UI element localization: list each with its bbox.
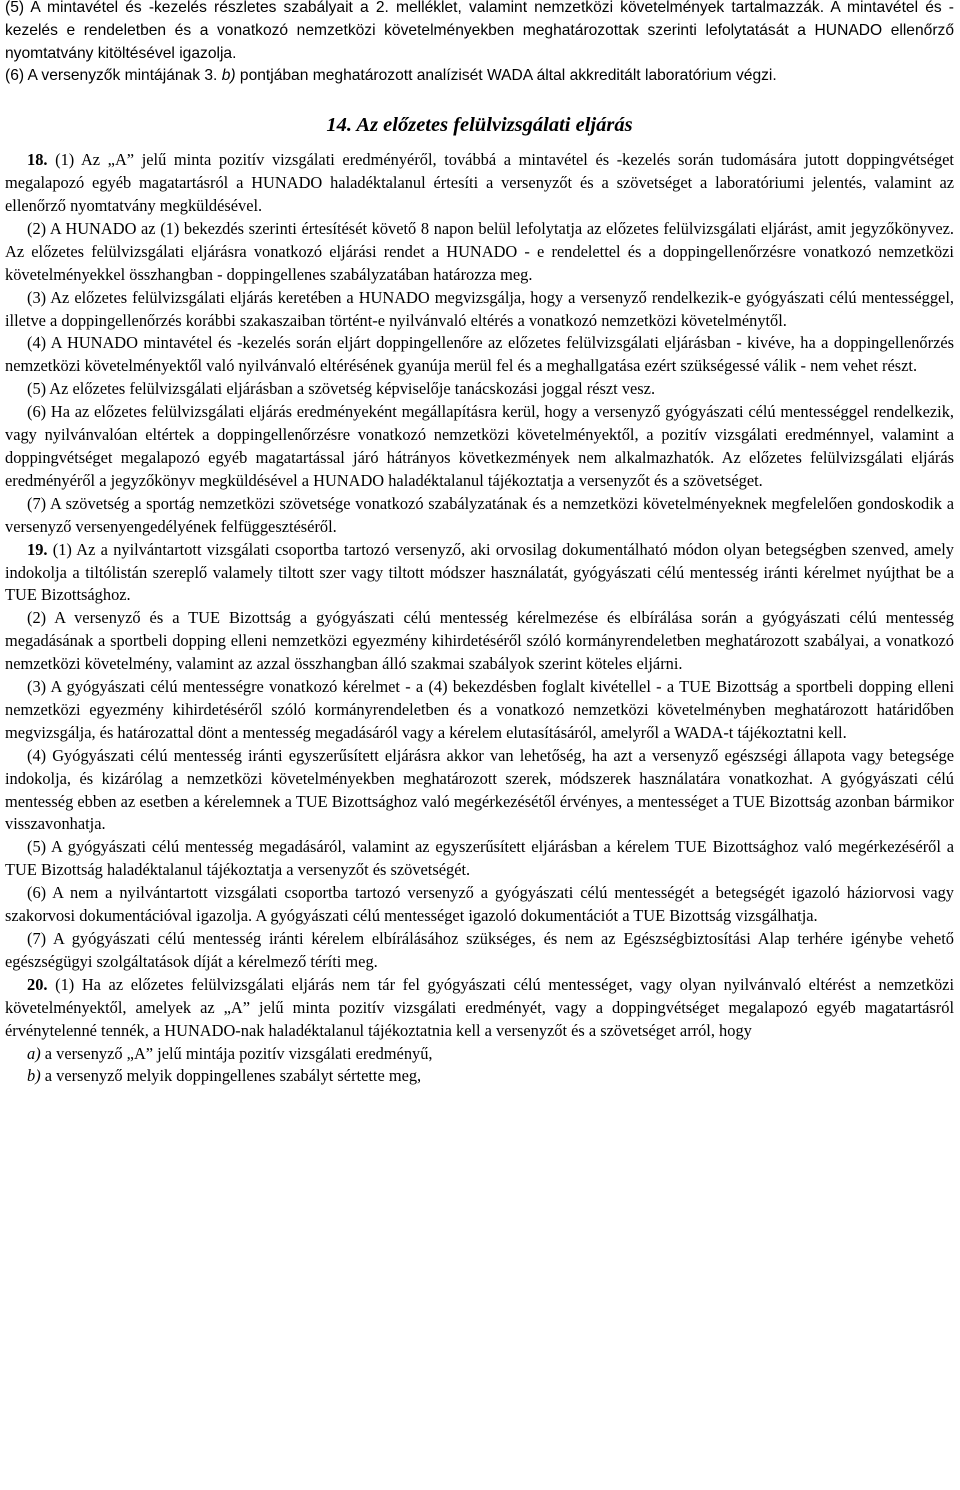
s19-p1-text: (1) Az a nyilvántartott vizsgálati csoportba tartozó versenyző, aki orvosilag dokumentálható módon olyan betegségben szenved, amely indokolja a tiltólistán szereplő valamely tiltott szer vagy tiltott módszer használatát, gyógyászati célú mentesség iránti kérelmet nyújthat be a TUE Bizottsághoz.	[5, 539, 954, 605]
s19-paragraph-1	[5, 539, 954, 608]
s18-paragraph-4: (4) A HUNADO mintavétel és -kezelés során eljárt doppingellenőre az előzetes felülvizsgálati eljárásban - kivéve, ha a doppingellenőrzés nemzetközi követelményektől való nyilvánvaló eltérésének gyanúja merül fel és a meghallgatása ezért szükségessé válik - nem vehet részt.	[5, 333, 954, 376]
section-heading: 14. Az előzetes felülvizsgálati eljárás	[326, 114, 633, 137]
s19-paragraph-6: (6) A nem a nyilvántartott vizsgálati csoportba tartozó versenyző a gyógyászati célú mentességét a betegségét igazoló háziorvosi vagy szakorvosi dokumentációval igazolja. A gyógyászati célú mentességet igazoló dokumentációt a TUE Bizottság vizsgálhatja.	[5, 883, 954, 926]
s18-p1-text: (1) Az „A” jelű minta pozitív vizsgálati eredményéről, továbbá a mintavétel és -kezelés során tudomására jutott doppingvétséget megalapozó egyéb magatartásról a HUNADO haladéktalanul értesíti a versenyzőt és a szövetséget a laboratóriumi jelentés, valamint az ellenőrző nyomtatvány megküldésével.	[5, 150, 954, 215]
s18-paragraph-7: (7) A szövetség a sportág nemzetközi szövetsége vonatkozó szabályzatának és a nemzetközi követelményeknek megfelelően gondoskodik a versenyző versenyengedélyének felfüggesztéséről.	[5, 493, 954, 536]
s18-paragraph-1	[5, 149, 954, 218]
s19-number: 19.	[27, 539, 48, 559]
intro-p6-point-ref: b)	[221, 67, 236, 85]
intro-paragraph-5: (5) A mintavétel és -kezelés részletes szabályait a 2. melléklet, valamint nemzetközi követelmények tartalmazzák. A mintavétel és -kezelés e rendeletben és a vonatkozó nemzetközi követelményekben meghatározottak szerinti lefolytatását a HUNADO ellenőrző nyomtatvány kitöltésével igazolja.	[5, 0, 954, 62]
s18-paragraph-5: (5) Az előzetes felülvizsgálati eljárásban a szövetség képviselője tanácskozási joggal részt vesz.	[27, 379, 656, 399]
s20-list-item-a	[5, 1043, 954, 1066]
s18-number: 18.	[27, 150, 48, 170]
s20-item-a-label: a)	[27, 1043, 41, 1063]
s19-paragraph-3: (3) A gyógyászati célú mentességre vonatkozó kérelmet - a (4) bekezdésben foglalt kivétellel - a TUE Bizottság a sportbeli dopping elleni nemzetközi egyezmény kihirdetéséről szóló kormányrendeletben és a vonatkozó nemzetközi követelményben meghatározott határidőben megvizsgálja, és határozattal dönt a mentesség megadásáról vagy a kérelem elutasításáról, amelyről a WADA-t tájékoztatni kell.	[5, 677, 954, 742]
s20-paragraph-1	[5, 974, 954, 1043]
s19-paragraph-5: (5) A gyógyászati célú mentesség megadásáról, valamint az egyszerűsített eljárásban a kérelem TUE Bizottsághoz való megérkezéséről a TUE Bizottság haladéktalanul tájékoztatja a versenyzőt és szövetségét.	[5, 837, 954, 880]
intro-p6-text-a: (6) A versenyzők mintájának 3.	[5, 67, 222, 85]
s18-paragraph-2: (2) A HUNADO az (1) bekezdés szerinti értesítését követő 8 napon belül lefolytatja az előzetes felülvizsgálati eljárást, amit jegyzőkönyvez. Az előzetes felülvizsgálati eljárásra vonatkozó eljárási rendet a HUNADO - e rendelettel és a doppingellenőrzésre vonatkozó nemzetközi követelményekkel összhangban - doppingellenes szabályzatában határozza meg.	[5, 218, 954, 284]
s18-paragraph-6: (6) Ha az előzetes felülvizsgálati eljárás eredményeként megállapításra kerül, hogy a versenyző gyógyászati célú mentességgel rendelkezik, vagy nyilvánvalóan eltértek a doppingellenőrzésre vonatkozó nemzetközi követelményektől, a pozitív vizsgálati eredménnyel, valamint a doppingvétséget megalapozó egyéb magatartással járó hátrányos következmények nem alkalmazhatók. Az előzetes felülvizsgálati eljárás eredményéről a jegyzőkönyv megküldésével a HUNADO haladéktalanul tájékoztatja a versenyzőt és a szövetséget.	[5, 402, 954, 490]
s20-item-b-label: b)	[27, 1066, 41, 1086]
s20-p1-text: (1) Ha az előzetes felülvizsgálati eljárás nem tár fel gyógyászati célú mentességet, vagy olyan nyilvánvaló eltérést a nemzetközi követelményektől, amelyek az „A” jelű minta pozitív vizsgálati eredményét, vagy a doppingvétséget megalapozó egyéb magatartásról érvénytelenné tennék, a HUNADO-nak haladéktalanul tájékoztatnia kell a versenyzőt és a szövetséget arról, hogy	[5, 974, 954, 1040]
s20-item-b-text: a versenyző melyik doppingellenes szabályt sértette meg,	[40, 1066, 422, 1086]
intro-paragraph-6	[5, 65, 954, 88]
s20-list-item-b	[5, 1065, 954, 1088]
s19-paragraph-4: (4) Gyógyászati célú mentesség iránti egyszerűsített eljárásra akkor van lehetőség, ha azt a versenyző egészségi állapota vagy betegsége indokolja, és kizárólag a nemzetközi követelményekben meghatározott szerek, módszerek használatára vonatkozhat. A gyógyászati célú mentesség ebben az esetben a kérelemnek a TUE Bizottsághoz való megérkezésétől érvényes, a mentességet a TUE Bizottság azonban bármikor visszavonhatja.	[5, 745, 954, 834]
s18-paragraph-3: (3) Az előzetes felülvizsgálati eljárás keretében a HUNADO megvizsgálja, hogy a versenyző rendelkezik-e gyógyászati célú mentességgel, illetve a doppingellenőrzés korábbi szakaszaiban történt-e nyilvánvaló eltérés a vonatkozó nemzetközi követelménytől.	[5, 287, 954, 330]
s20-number: 20.	[27, 974, 48, 994]
s19-paragraph-7: (7) A gyógyászati célú mentesség iránti kérelem elbírálásához szükséges, és nem az Egészségbiztosítási Alap terhére igénybe vehető egészségügyi szolgáltatások díját a kérelmező téríti meg.	[5, 929, 954, 971]
s20-item-a-text: a versenyző „A” jelű mintája pozitív vizsgálati eredményű,	[40, 1043, 433, 1063]
s19-paragraph-2: (2) A versenyző és a TUE Bizottság a gyógyászati célú mentesség kérelmezése és elbírálása során a gyógyászati célú mentesség megadásának a sportbeli dopping elleni nemzetközi egyezmény kihirdetéséről szóló kormányrendeletben meghatározott szabályai, a vonatkozó nemzetközi követelmény, valamint az azzal összhangban álló szakmai szabályok szerint köteles eljárni.	[5, 608, 954, 674]
intro-p6-text-b: pontjában meghatározott analízisét WADA által akkreditált laboratórium végzi.	[235, 67, 777, 85]
